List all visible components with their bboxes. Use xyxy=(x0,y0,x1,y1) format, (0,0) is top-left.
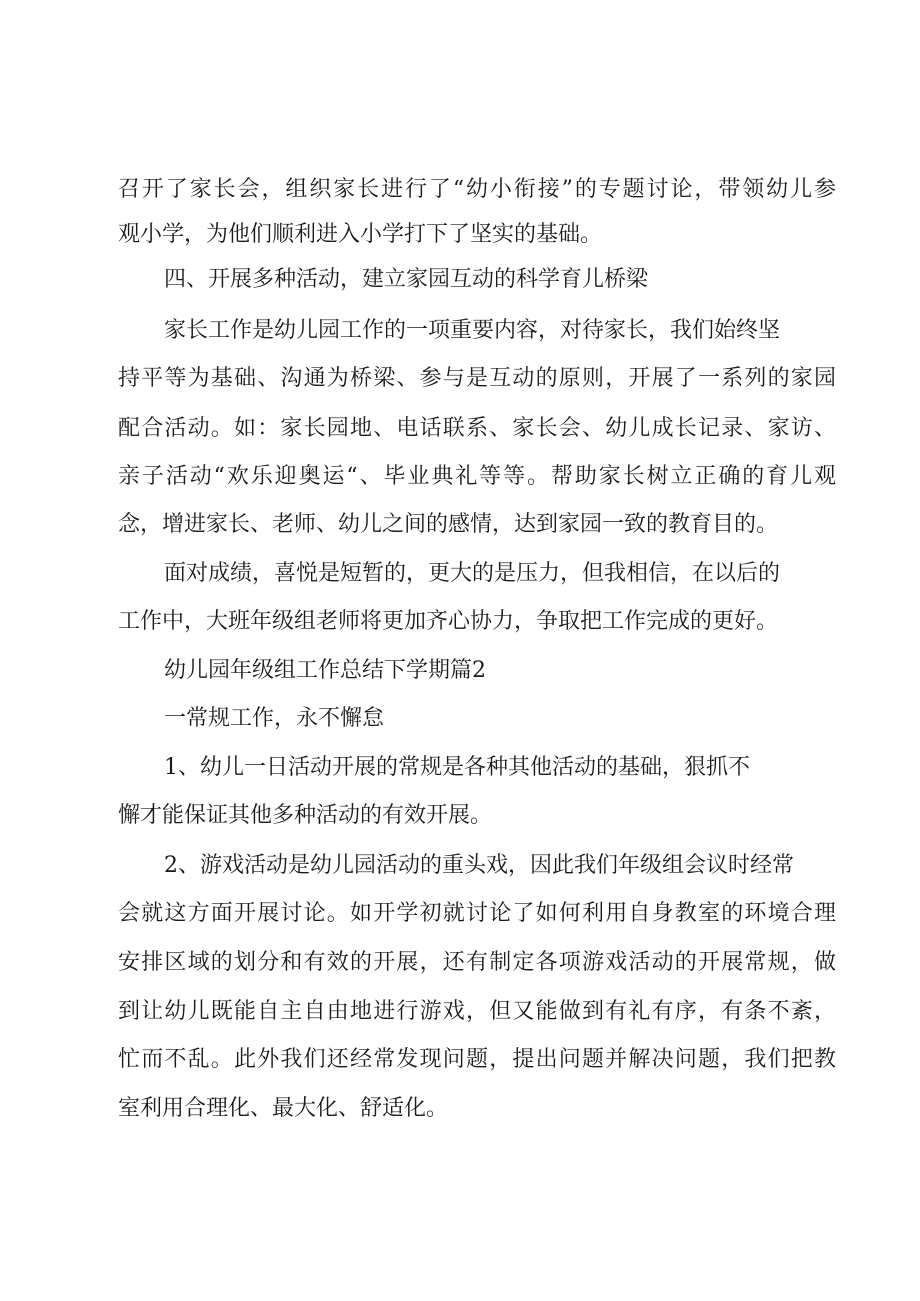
text-line-4: 家长工作是幼儿园工作的一项重要内容，对待家长，我们始终坚 xyxy=(164,318,781,343)
text-line-18: 到让幼儿既能自主自由地进行游戏，但又能做到有礼有序，有条不紊， xyxy=(118,999,836,1024)
text-line-13: 1、幼儿一日活动开展的常规是各种其他活动的基础，狠抓不 xyxy=(164,755,750,780)
text-line-20: 室利用合理化、最大化、舒适化。 xyxy=(118,1096,449,1121)
text-line-1: 召开了家长会，组织家长进行了“幼小衔接”的专题讨论，带领幼儿参 xyxy=(118,177,836,202)
text-line-7: 亲子活动“欢乐迎奥运“、毕业典礼等等。帮助家长树立正确的育儿观 xyxy=(118,464,836,489)
text-line-8: 念，增进家长、老师、幼儿之间的感情，达到家园一致的教育目的。 xyxy=(118,512,779,537)
text-line-16: 会就这方面开展讨论。如开学初就讨论了如何利用自身教室的环境合理 xyxy=(118,901,836,926)
text-line-6: 配合活动。如：家长园地、电话联系、家长会、幼儿成长记录、家访、 xyxy=(118,416,836,441)
text-line-9: 面对成绩，喜悦是短暂的，更大的是压力，但我相信，在以后的 xyxy=(164,561,781,586)
text-line-5: 持平等为基础、沟通为桥梁、参与是互动的原则，开展了一系列的家园 xyxy=(118,366,836,391)
section-heading-routine: 一常规工作，永不懈怠 xyxy=(164,706,385,731)
text-line-10: 工作中，大班年级组老师将更加齐心协力，争取把工作完成的更好。 xyxy=(118,609,779,634)
text-line-17: 安排区域的划分和有效的开展，还有制定各项游戏活动的开展常规，做 xyxy=(118,950,836,975)
article-subtitle: 幼儿园年级组工作总结下学期篇2 xyxy=(164,658,486,683)
text-line-15: 2、游戏活动是幼儿园活动的重头戏，因此我们年级组会议时经常 xyxy=(164,853,794,878)
text-line-14: 懈才能保证其他多种活动的有效开展。 xyxy=(118,803,493,828)
section-heading-4: 四、开展多种活动，建立家园互动的科学育儿桥梁 xyxy=(164,267,649,292)
text-line-2: 观小学，为他们顺利进入小学打下了坚实的基础。 xyxy=(118,222,603,247)
text-line-19: 忙而不乱。此外我们还经常发现问题，提出问题并解决问题，我们把教 xyxy=(118,1047,836,1072)
